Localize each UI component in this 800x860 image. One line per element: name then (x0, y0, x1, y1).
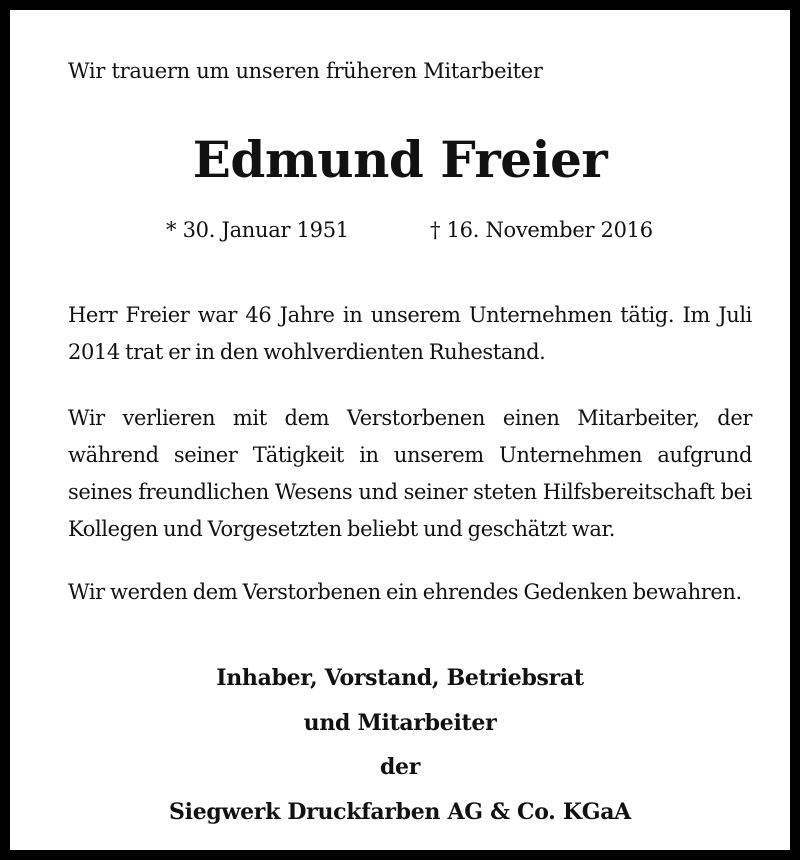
paragraph-tribute: Wir verlieren mit dem Verstorbenen einen Mitarbeiter, der während seiner Tätigkeit in unserem Unternehmen aufgrund seines freundlichen Wesens und seiner steten Hilfsbereitschaft bei Kollegen und Vorgesetzten beliebt und geschätzt war. (68, 406, 752, 541)
signature-line: und Mitarbeiter (303, 709, 497, 736)
paragraph-tenure: Herr Freier war 46 Jahre in unserem Unternehmen tätig. Im Juli 2014 trat er in den wohlverdienten Ruhestand. (68, 303, 752, 364)
birth-date: * 30. Januar 1951 (166, 218, 349, 242)
paragraph-remembrance: Wir werden dem Verstorbenen ein ehrendes Gedenken bewahren. (68, 580, 742, 604)
death-date: † 16. November 2016 (430, 218, 653, 242)
signature-block (10, 656, 790, 834)
intro-line: Wir trauern um unseren früheren Mitarbeiter (68, 59, 543, 83)
signature-line: Inhaber, Vorstand, Betriebsrat (216, 665, 584, 691)
company-name: Siegwerk Druckfarben AG & Co. KGaA (169, 798, 631, 825)
signature-line: der (379, 754, 421, 780)
deceased-name: Edmund Freier (192, 130, 608, 189)
